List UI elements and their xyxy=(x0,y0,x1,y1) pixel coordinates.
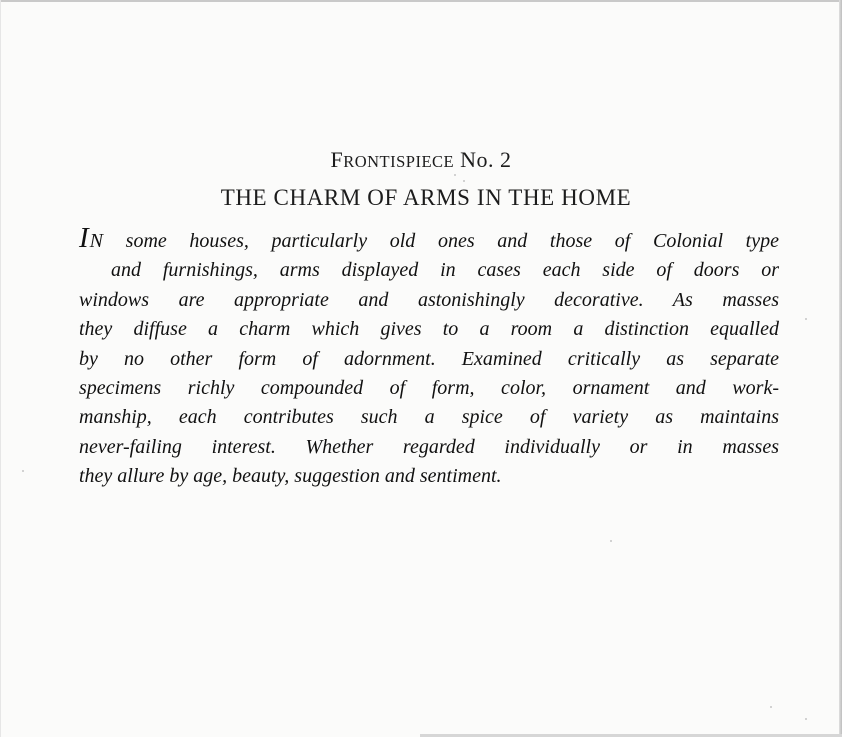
scan-speck xyxy=(805,318,807,320)
page-title: THE CHARM OF ARMS IN THE HOME xyxy=(220,185,632,210)
paragraph-line: by no other form of adornment. Examined critically as separate xyxy=(79,347,779,370)
scan-speck xyxy=(770,706,772,708)
paragraph-line: they allure by age, beauty, suggestion and sentiment. xyxy=(79,465,502,488)
body-paragraph xyxy=(79,222,779,492)
scan-speck xyxy=(454,174,456,176)
page-left-edge xyxy=(0,0,1,737)
scan-speck xyxy=(22,470,24,472)
frontispiece-label xyxy=(0,147,842,173)
drop-cap: I xyxy=(79,222,89,254)
paragraph-line: they diffuse a charm which gives to a room a distinction equalled xyxy=(79,318,779,341)
paragraph-line: manship, each contributes such a spice of variety as maintains xyxy=(79,406,779,429)
scan-speck xyxy=(463,180,465,182)
scan-speck xyxy=(610,540,612,542)
paragraph-line: never-failing interest. Whether regarded individually or in masses xyxy=(79,435,779,458)
frontispiece-label-initial: F xyxy=(330,147,344,172)
paragraph-line: and furnishings, arms displayed in cases each side of doors or xyxy=(111,259,779,282)
scan-speck xyxy=(805,718,807,720)
page-top-edge xyxy=(0,0,842,2)
paragraph-line: windows are appropriate and astonishingly decorative. As masses xyxy=(79,288,779,311)
frontispiece-number: No. 2 xyxy=(460,147,512,172)
paragraph-line: specimens richly compounded of form, color, ornament and work- xyxy=(79,377,779,400)
frontispiece-label-small-caps: RONTISPIECE xyxy=(343,152,455,171)
paragraph-line: IN some houses, particularly old ones and those of Colonial type xyxy=(79,222,779,254)
